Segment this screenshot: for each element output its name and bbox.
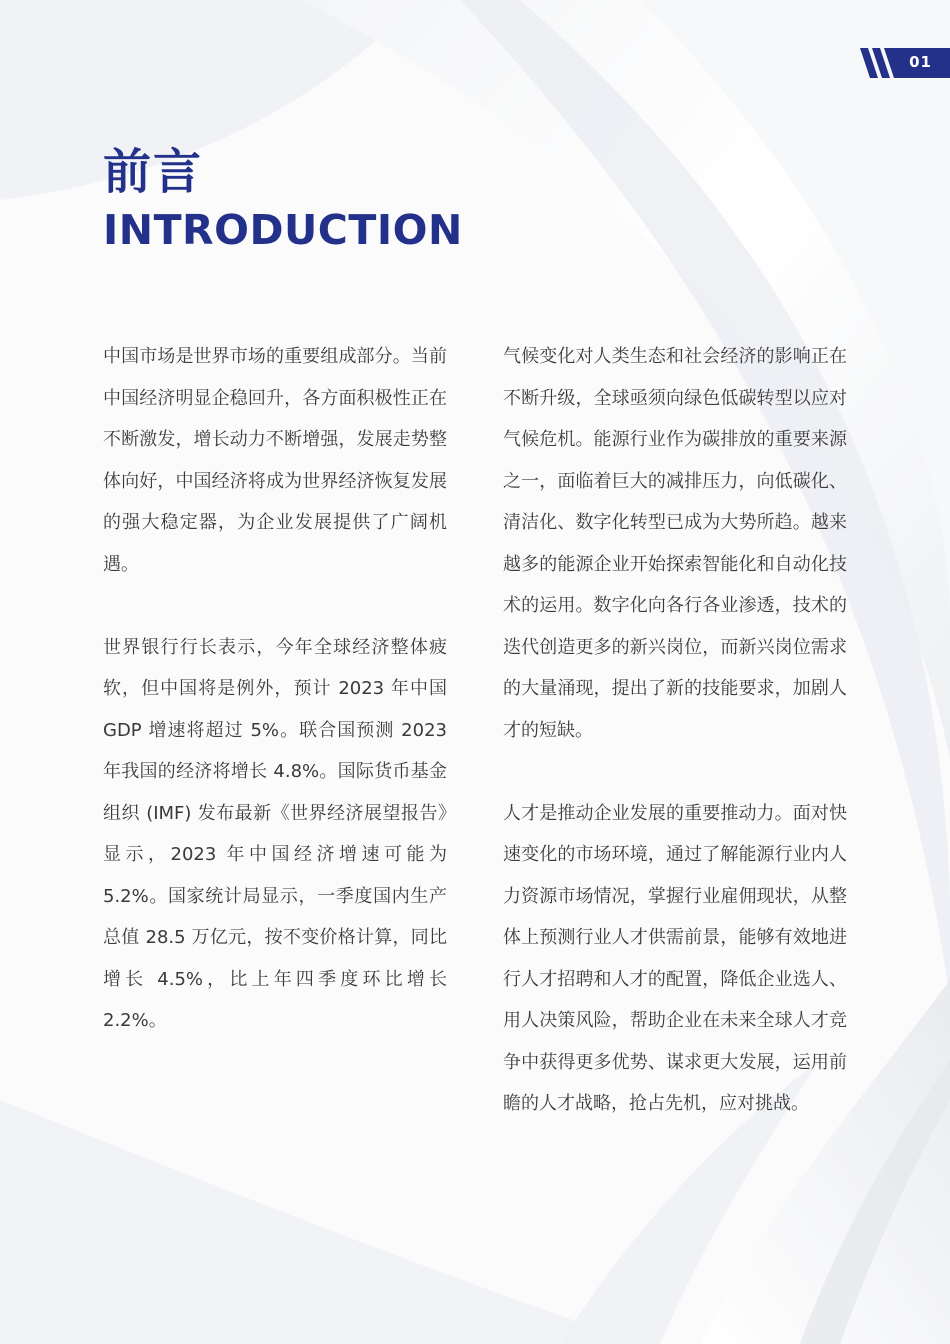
page-subtitle: INTRODUCTION [103,206,463,254]
right-column [503,336,847,1166]
page-number: 01 [909,53,932,71]
left-column [103,336,447,1083]
paragraph: 世界银行行长表示，今年全球经济整体疲软，但中国将是例外，预计 2023 年中国 GDP 增速将超过 5%。联合国预测 2023 年我国的经济将增长 4.8%。国际货币基金组织 (IMF) 发布最新《世界经济展望报告》显示，2023 年中国经济增速可能为 5.2%。国家统计局显示，一季度国内生产总值 28.5 万亿元，按不变价格计算，同比增长 4.5%，比上年四季度环比增长 2.2%。 [103,636,447,1031]
stripe-icon [860,48,950,78]
paragraph: 中国市场是世界市场的重要组成部分。当前中国经济明显企稳回升，各方面积极性正在不断激发，增长动力不断增强，发展走势整体向好，中国经济将成为世界经济恢复发展的强大稳定器，为企业发展提供了广阔机遇。 [103,346,447,575]
paragraph: 气候变化对人类生态和社会经济的影响正在不断升级，全球亟须向绿色低碳转型以应对气候危机。能源行业作为碳排放的重要来源之一，面临着巨大的减排压力，向低碳化、清洁化、数字化转型已成为大势所趋。越来越多的能源企业开始探索智能化和自动化技术的运用。数字化向各行各业渗透，技术的迭代创造更多的新兴岗位，而新兴岗位需求的大量涌现，提出了新的技能要求，加剧人才的短缺。 [503,346,847,741]
paragraph: 人才是推动企业发展的重要推动力。面对快速变化的市场环境，通过了解能源行业内人力资源市场情况，掌握行业雇佣现状，从整体上预测行业人才供需前景，能够有效地进行人才招聘和人才的配置，降低企业选人、用人决策风险，帮助企业在未来全球人才竞争中获得更多优势、谋求更大发展，运用前瞻的人才战略，抢占先机，应对挑战。 [503,802,847,1114]
page-number-tab [860,48,950,78]
page-title: 前言 [103,144,204,200]
